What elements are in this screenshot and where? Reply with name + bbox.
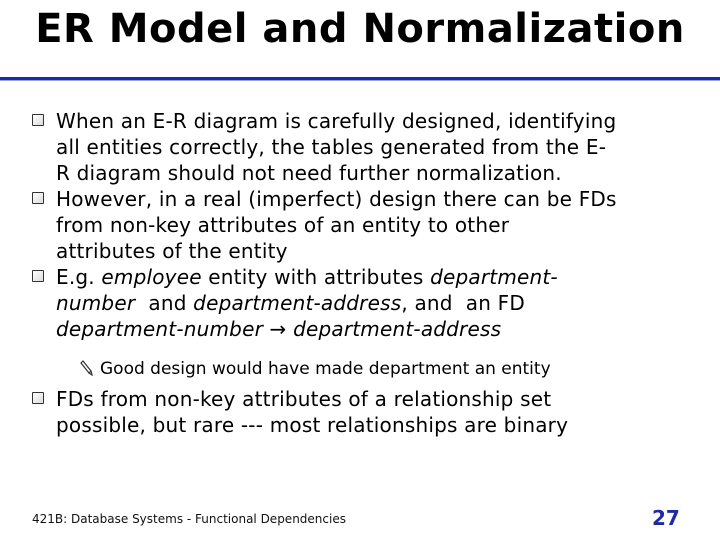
bullet-text — [56, 386, 696, 438]
text-run-italic: department- — [430, 265, 558, 289]
bullet-text — [56, 264, 696, 342]
bullet-line: FDs from non-key attributes of a relationship set — [56, 387, 552, 411]
sub-bullet-text: Good design would have made department an entity — [100, 359, 551, 379]
bullet-line: all entities correctly, the tables generated from the E- — [56, 135, 607, 159]
bullet-text — [56, 108, 696, 186]
pen-icon — [80, 360, 94, 376]
bullet-line: attributes of the entity — [56, 239, 288, 263]
text-run-italic: employee — [101, 265, 202, 289]
checkbox-bullet-icon — [32, 270, 44, 282]
title-divider-shadow — [0, 80, 720, 81]
text-run-italic: department-address — [193, 291, 402, 315]
bullet-line — [56, 290, 696, 316]
bullet-line: possible, but rare --- most relationships are binary — [56, 413, 569, 437]
bullet-line: However, in a real (imperfect) design there can be FDs — [56, 187, 617, 211]
checkbox-bullet-icon — [32, 192, 44, 204]
slide-title: ER Model and Normalization — [35, 6, 685, 52]
text-run-italic: department-address — [293, 317, 502, 341]
bullet-line — [56, 316, 696, 342]
bullet-text — [56, 186, 696, 264]
bullet-line — [56, 264, 696, 290]
bullet-line: R diagram should not need further normalization. — [56, 161, 562, 185]
bullet-line: When an E-R diagram is carefully designed, identifying — [56, 109, 617, 133]
footer-text: 421B: Database Systems - Functional Dependencies — [32, 512, 346, 526]
checkbox-bullet-icon — [32, 392, 44, 404]
text-run: entity with attributes — [201, 265, 431, 289]
text-run-italic: number — [56, 291, 136, 315]
text-run: E.g. — [56, 265, 102, 289]
arrow-icon: → — [263, 317, 294, 341]
checkbox-bullet-icon — [32, 114, 44, 126]
page-number: 27 — [652, 506, 680, 530]
bullet-line: from non-key attributes of an entity to other — [56, 213, 510, 237]
text-run-italic: department-number — [56, 317, 263, 341]
text-run: and — [135, 291, 194, 315]
text-run: , and an FD — [401, 291, 525, 315]
